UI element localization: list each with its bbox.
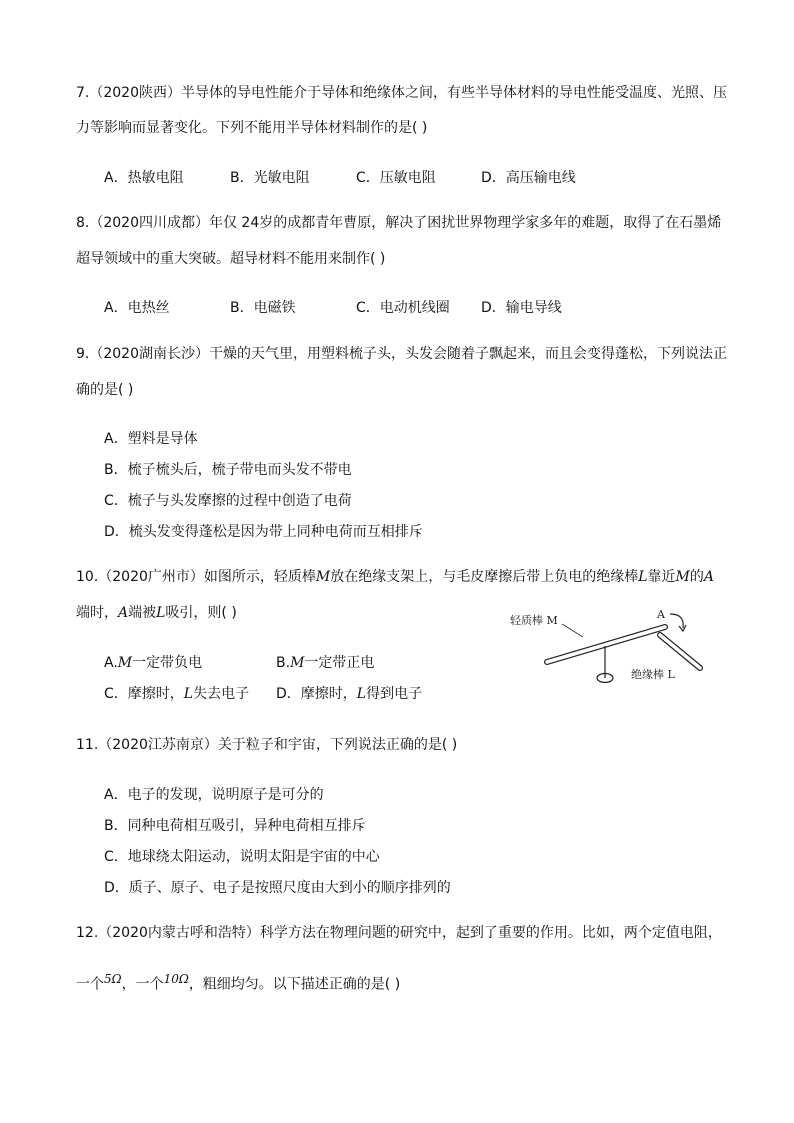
q10-text: C．摩擦时， <box>104 686 184 702</box>
q11-option-b: B．同种电荷相互吸引，异种电荷相互排斥 <box>104 818 366 834</box>
q12-text: 一个 <box>76 976 104 993</box>
end-a-label: A <box>657 608 665 621</box>
q8-stem-line1: 8.（2020四川成都）年仅 24岁的成都青年曹原，解决了困扰世界物理学家多年的难题，取得了在石墨烯 <box>76 215 722 231</box>
q11-option-d: D．质子、原子、电子是按照尺度由大到小的顺序排列的 <box>104 880 451 896</box>
q7-option-c: C．压敏电阻 <box>356 170 436 186</box>
q10-text: 靠近 <box>647 569 676 585</box>
q10-option-b <box>276 653 374 673</box>
q8-stem-line2: 超导领域中的重大突破。超导材料不能用来制作( ) <box>76 251 386 267</box>
q10-text: B. <box>276 655 291 671</box>
q10-var-l: L <box>356 686 367 702</box>
q10-var-l: L <box>183 686 194 702</box>
q10-var-l: L <box>638 569 648 585</box>
rod-l-label: 绝缘棒 L <box>631 668 675 681</box>
insulating-rod-l <box>660 635 700 668</box>
q7-option-a: A．热敏电阻 <box>104 170 184 186</box>
q10-figure-rod-diagram <box>505 600 705 695</box>
rotation-arrow-icon <box>670 614 686 631</box>
q12-resistance-10: 10Ω <box>163 972 189 986</box>
q10-var-m: M <box>290 655 305 671</box>
q7-stem-line2: 力等影响而显著变化。下列不能用半导体材料制作的是( ) <box>76 120 428 136</box>
q10-stem-line1 <box>76 567 714 587</box>
q10-text: 吸引，则( ) <box>165 605 237 621</box>
q10-var-m: M <box>117 655 133 671</box>
q9-option-c: C．梳子与头发摩擦的过程中创造了电荷 <box>104 493 352 509</box>
q10-stem-line2 <box>76 603 237 623</box>
q10-text: A. <box>104 655 118 671</box>
q10-option-c <box>104 684 249 704</box>
q10-option-a <box>104 653 202 673</box>
light-rod-m <box>547 627 665 662</box>
q10-text: 放在绝缘支架上，与毛皮摩擦后带上负电的绝缘棒 <box>330 569 639 585</box>
q11-option-a: A．电子的发现，说明原子是可分的 <box>104 787 324 803</box>
q9-stem-line1: 9.（2020湖南长沙）干燥的天气里，用塑料梳子头，头发会随着子飘起来，而且会变得蓬松，下列说法正 <box>76 346 727 362</box>
q12-text: ，一个 <box>121 976 164 993</box>
q10-text: 10.（2020广州市）如图所示，轻质棒 <box>76 569 316 585</box>
q10-text: 端时， <box>76 605 118 621</box>
rod-m-leader-line <box>562 624 583 637</box>
q10-var-a: A <box>703 569 715 585</box>
insulating-stand <box>597 646 613 683</box>
q10-option-d <box>276 684 422 704</box>
q10-var-a: A <box>118 605 129 621</box>
q11-option-c: C．地球绕太阳运动，说明太阳是宇宙的中心 <box>104 849 380 865</box>
q9-option-a: A．塑料是导体 <box>104 431 198 447</box>
q10-var-m: M <box>315 569 331 585</box>
q9-option-b: B．梳子梳头后，梳子带电而头发不带电 <box>104 462 352 478</box>
q8-option-c: C．电动机线圈 <box>356 300 450 316</box>
q10-text: 得到电子 <box>366 686 423 702</box>
q9-stem-line2: 确的是( ) <box>76 382 134 398</box>
q12-resistance-5: 5Ω <box>104 972 122 986</box>
q8-option-d: D．输电导线 <box>481 300 562 316</box>
q10-text: 失去电子 <box>193 686 250 702</box>
q10-var-l: L <box>156 605 166 621</box>
q10-text: D．摩擦时， <box>276 686 357 702</box>
q7-stem-line1: 7.（2020陕西）半导体的导电性能介于导体和绝缘体之间，有些半导体材料的导电性能受温度、光照、压 <box>76 85 727 101</box>
rod-m-label: 轻质棒 M <box>510 614 558 627</box>
q12-text: ，粗细均匀。以下描述正确的是( ) <box>188 976 401 993</box>
q11-stem-line1: 11.（2020江苏南京）关于粒子和宇宙，下列说法正确的是( ) <box>76 737 458 753</box>
q7-option-d: D．高压输电线 <box>481 170 576 186</box>
q12-stem-line1: 12.（2020内蒙古呼和浩特）科学方法在物理问题的研究中，起到了重要的作用。比如，两个定值电阻， <box>76 925 722 941</box>
q10-text: 一定带正电 <box>304 655 375 671</box>
q9-option-d: D．梳头发变得蓬松是因为带上同种电荷而互相排斥 <box>104 524 423 540</box>
q12-stem-line2 <box>76 969 400 995</box>
q7-option-b: B．光敏电阻 <box>230 170 310 186</box>
q10-text: 端被 <box>128 605 157 621</box>
q8-option-b: B．电磁铁 <box>230 300 296 316</box>
q10-text: 一定带负电 <box>132 655 203 671</box>
q10-var-m: M <box>675 569 690 585</box>
q10-text: 的 <box>689 569 704 585</box>
q8-option-a: A．电热丝 <box>104 300 170 316</box>
